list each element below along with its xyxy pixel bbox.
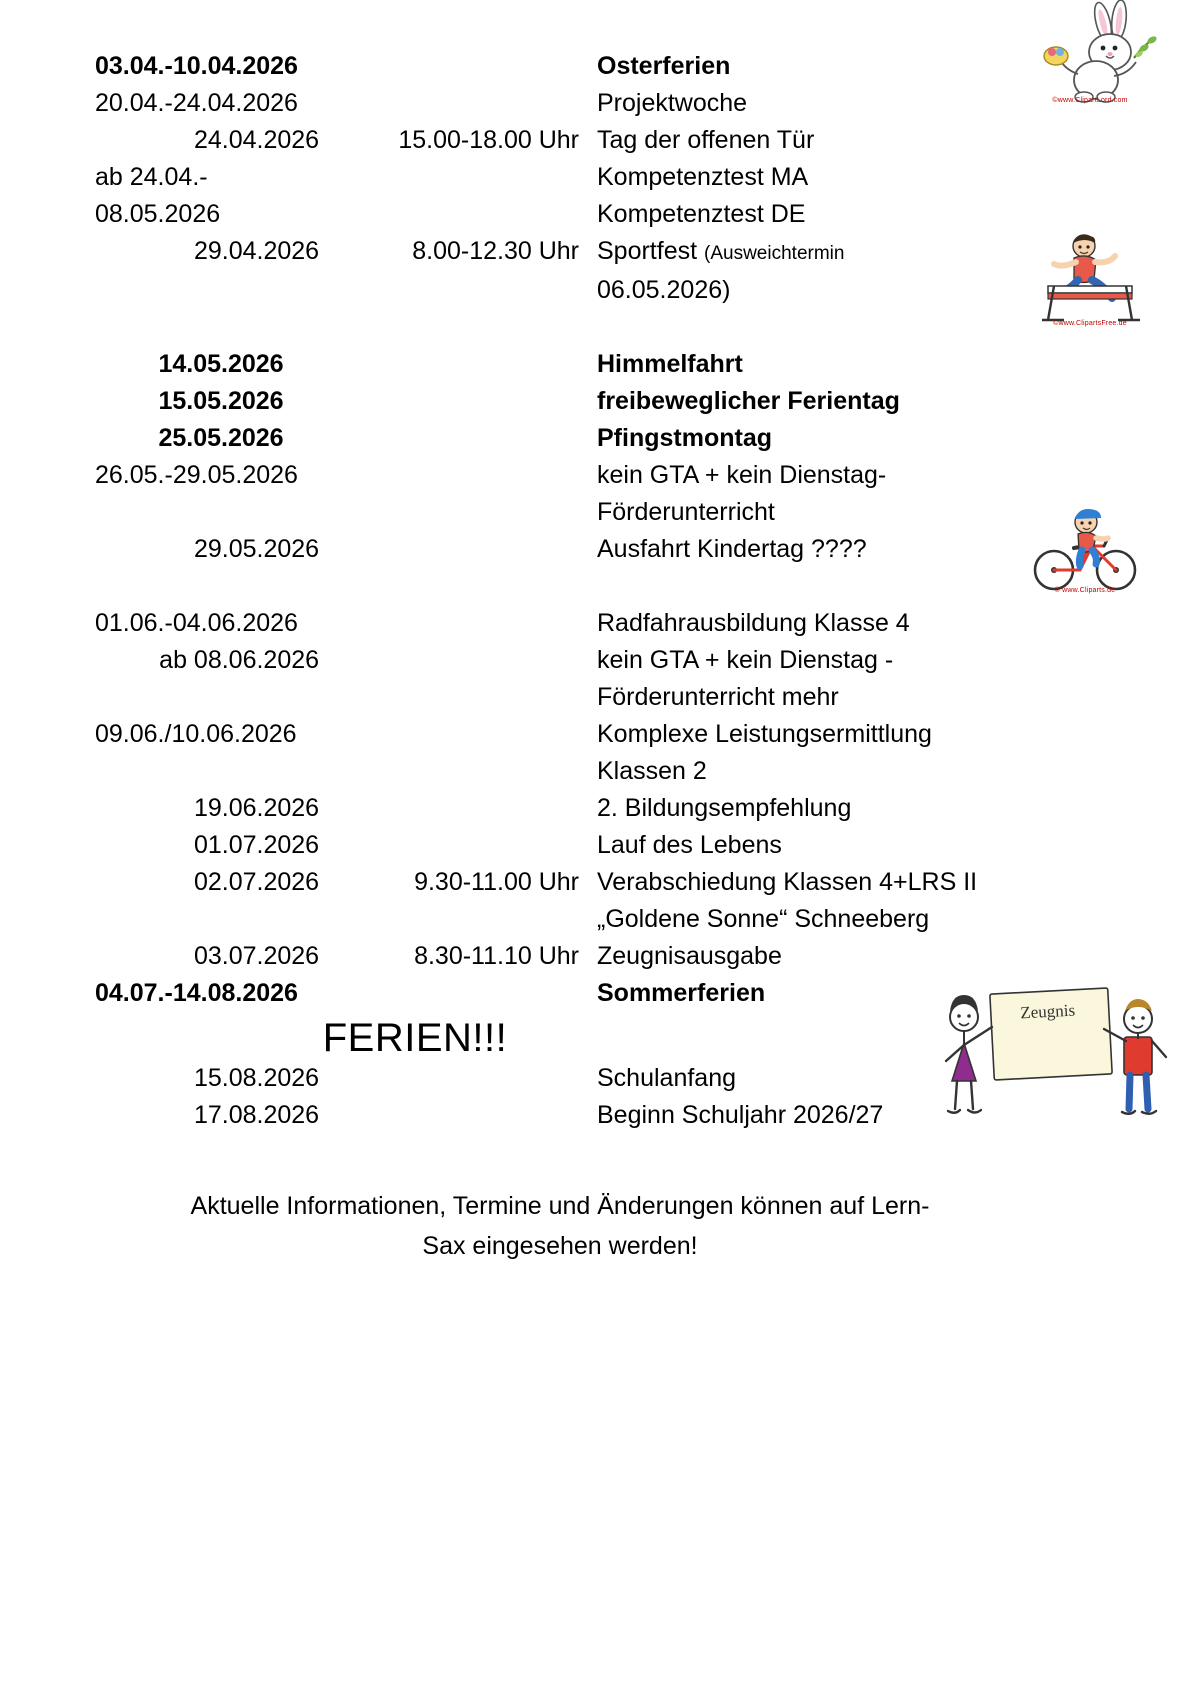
cell-event: „Goldene Sonne“ Schneeberg xyxy=(597,905,930,933)
cell-time xyxy=(347,457,597,494)
schedule-table xyxy=(95,48,1025,1134)
table-row xyxy=(95,85,1025,122)
cell-time xyxy=(347,753,597,790)
cell-date: 24.04.2026 xyxy=(193,126,320,154)
table-row xyxy=(95,901,1025,938)
event-label: Sportfest xyxy=(597,237,698,265)
table-row xyxy=(95,159,1025,196)
cell-event: Pfingstmontag xyxy=(597,424,772,452)
cell-date: 01.07.2026 xyxy=(193,831,320,859)
cell-event: Förderunterricht mehr xyxy=(597,683,839,711)
cell-event: Kompetenztest MA xyxy=(597,163,809,191)
table-row xyxy=(95,48,1025,85)
cell-time xyxy=(347,605,597,642)
cell-event: Schulanfang xyxy=(597,1064,737,1092)
cell-time xyxy=(347,901,597,938)
cell-event: Förderunterricht xyxy=(597,498,775,526)
cell-date xyxy=(95,753,347,790)
cell-event: Projektwoche xyxy=(597,89,748,117)
cell-date: 03.04.-10.04.2026 xyxy=(95,52,298,80)
cell-time: 9.30-11.00 Uhr xyxy=(414,868,579,896)
clipart-credit: © www.Cliparts.de xyxy=(1054,587,1116,594)
cell-event: Osterferien xyxy=(597,52,731,80)
table-row xyxy=(95,196,1025,233)
cell-time xyxy=(347,827,597,864)
footer-note-line2: Sax eingesehen werden! xyxy=(422,1232,698,1260)
cell-date: 15.08.2026 xyxy=(193,1064,320,1092)
cell-event: Sommerferien xyxy=(597,979,766,1007)
table-row xyxy=(95,122,1025,159)
cell-date xyxy=(95,679,347,716)
cell-event: kein GTA + kein Dienstag - xyxy=(597,646,894,674)
cell-time xyxy=(347,679,597,716)
table-row xyxy=(95,827,1025,864)
spacer-cell xyxy=(597,568,1025,605)
cell-date: 08.05.2026 xyxy=(95,200,221,228)
spacer-row xyxy=(95,568,1025,605)
table-row xyxy=(95,605,1025,642)
cell-time: 15.00-18.00 Uhr xyxy=(398,126,579,154)
cell-date: 14.05.2026 xyxy=(158,350,284,378)
footer-note xyxy=(95,1186,1025,1266)
table-row xyxy=(95,938,1025,975)
table-row xyxy=(95,420,1025,457)
cell-time: 8.30-11.10 Uhr xyxy=(414,942,579,970)
cell-time xyxy=(347,420,597,457)
table-row xyxy=(95,531,1025,568)
cell-time: 8.00-12.30 Uhr xyxy=(412,237,579,265)
cell-date: 19.06.2026 xyxy=(193,794,320,822)
cell-date: 20.04.-24.04.2026 xyxy=(95,89,298,117)
cell-date: 02.07.2026 xyxy=(193,868,320,896)
spacer-cell xyxy=(597,309,1025,346)
cell-time xyxy=(347,790,597,827)
table-row xyxy=(95,233,1025,272)
cell-time xyxy=(347,196,597,233)
cell-date: 03.07.2026 xyxy=(193,942,320,970)
cell-date: 09.06./10.06.2026 xyxy=(95,720,297,748)
cell-time xyxy=(347,1060,597,1097)
cell-date xyxy=(95,494,347,531)
cell-date: 01.06.-04.06.2026 xyxy=(95,609,298,637)
cell-time xyxy=(347,494,597,531)
table-row xyxy=(95,679,1025,716)
cell-date: 04.07.-14.08.2026 xyxy=(95,979,298,1007)
table-row xyxy=(95,383,1025,420)
cell-time xyxy=(347,642,597,679)
cell-time xyxy=(347,85,597,122)
cell-event: Tag der offenen Tür xyxy=(597,126,815,154)
cell-date: 29.04.2026 xyxy=(193,237,320,265)
spacer-cell xyxy=(95,568,347,605)
cell-event: 2. Bildungsempfehlung xyxy=(597,794,852,822)
table-row xyxy=(95,790,1025,827)
table-row xyxy=(95,457,1025,494)
easter-bunny-icon xyxy=(1020,0,1160,105)
cell-date xyxy=(95,272,347,309)
cell-time xyxy=(347,48,597,85)
cell-date xyxy=(95,901,347,938)
cell-time xyxy=(347,1097,597,1134)
cell-event: Himmelfahrt xyxy=(597,350,743,378)
event-note: (Ausweichtermin xyxy=(704,243,845,264)
cell-date: ab 24.04.- xyxy=(95,163,208,191)
bicycle-child-icon xyxy=(1030,500,1140,595)
cell-time xyxy=(347,383,597,420)
table-row xyxy=(95,346,1025,383)
cell-date: 17.08.2026 xyxy=(193,1101,320,1129)
cell-time xyxy=(347,975,597,1012)
zeugnis-label: Zeugnis xyxy=(1019,1000,1076,1023)
cell-date: 15.05.2026 xyxy=(158,387,284,415)
hurdle-runner-icon xyxy=(1030,228,1150,328)
cell-event: Verabschiedung Klassen 4+LRS II xyxy=(597,868,978,896)
cell-event: Lauf des Lebens xyxy=(597,831,782,859)
cell-event: Zeugnisausgabe xyxy=(597,942,782,970)
table-row xyxy=(95,642,1025,679)
cell-event: Ausfahrt Kindertag ???? xyxy=(597,535,867,563)
cell-event: Radfahrausbildung Klasse 4 xyxy=(597,609,910,637)
table-row xyxy=(95,494,1025,531)
table-row xyxy=(95,1097,1025,1134)
table-row xyxy=(95,716,1025,753)
cell-time xyxy=(347,531,597,568)
cell-time xyxy=(347,272,597,309)
footer-note-line1: Aktuelle Informationen, Termine und Änderungen können auf Lern- xyxy=(190,1192,930,1220)
cell-event: Beginn Schuljahr 2026/27 xyxy=(597,1101,884,1129)
table-row xyxy=(95,753,1025,790)
spacer-cell xyxy=(347,568,597,605)
clipart-credit: ©www.ClipartsFree.de xyxy=(1053,320,1127,327)
table-row xyxy=(95,864,1025,901)
spacer-cell xyxy=(95,309,347,346)
cell-date: 29.05.2026 xyxy=(193,535,320,563)
spacer-row xyxy=(95,309,1025,346)
cell-event: Komplexe Leistungsermittlung xyxy=(597,720,932,748)
cell-event: Kompetenztest DE xyxy=(597,200,806,228)
cell-time xyxy=(347,346,597,383)
spacer-cell xyxy=(347,309,597,346)
cell-event: kein GTA + kein Dienstag- xyxy=(597,461,887,489)
cell-date: 26.05.-29.05.2026 xyxy=(95,461,298,489)
cell-time xyxy=(347,159,597,196)
cell-date: ab 08.06.2026 xyxy=(159,646,320,674)
cell-time xyxy=(347,716,597,753)
table-row xyxy=(95,975,1025,1012)
cell-event xyxy=(597,233,1025,272)
cell-event: freibeweglicher Ferientag xyxy=(597,387,900,415)
clipart-credit: ©www.ClipartLord.com xyxy=(1052,97,1128,104)
cell-event-note: 06.05.2026) xyxy=(597,276,731,304)
cell-event: Klassen 2 xyxy=(597,757,707,785)
ferien-banner: FERIEN!!! xyxy=(322,1016,508,1060)
table-row xyxy=(95,1060,1025,1097)
report-card-icon xyxy=(930,985,1175,1120)
cell-date: 25.05.2026 xyxy=(158,424,284,452)
table-row xyxy=(95,272,1025,309)
